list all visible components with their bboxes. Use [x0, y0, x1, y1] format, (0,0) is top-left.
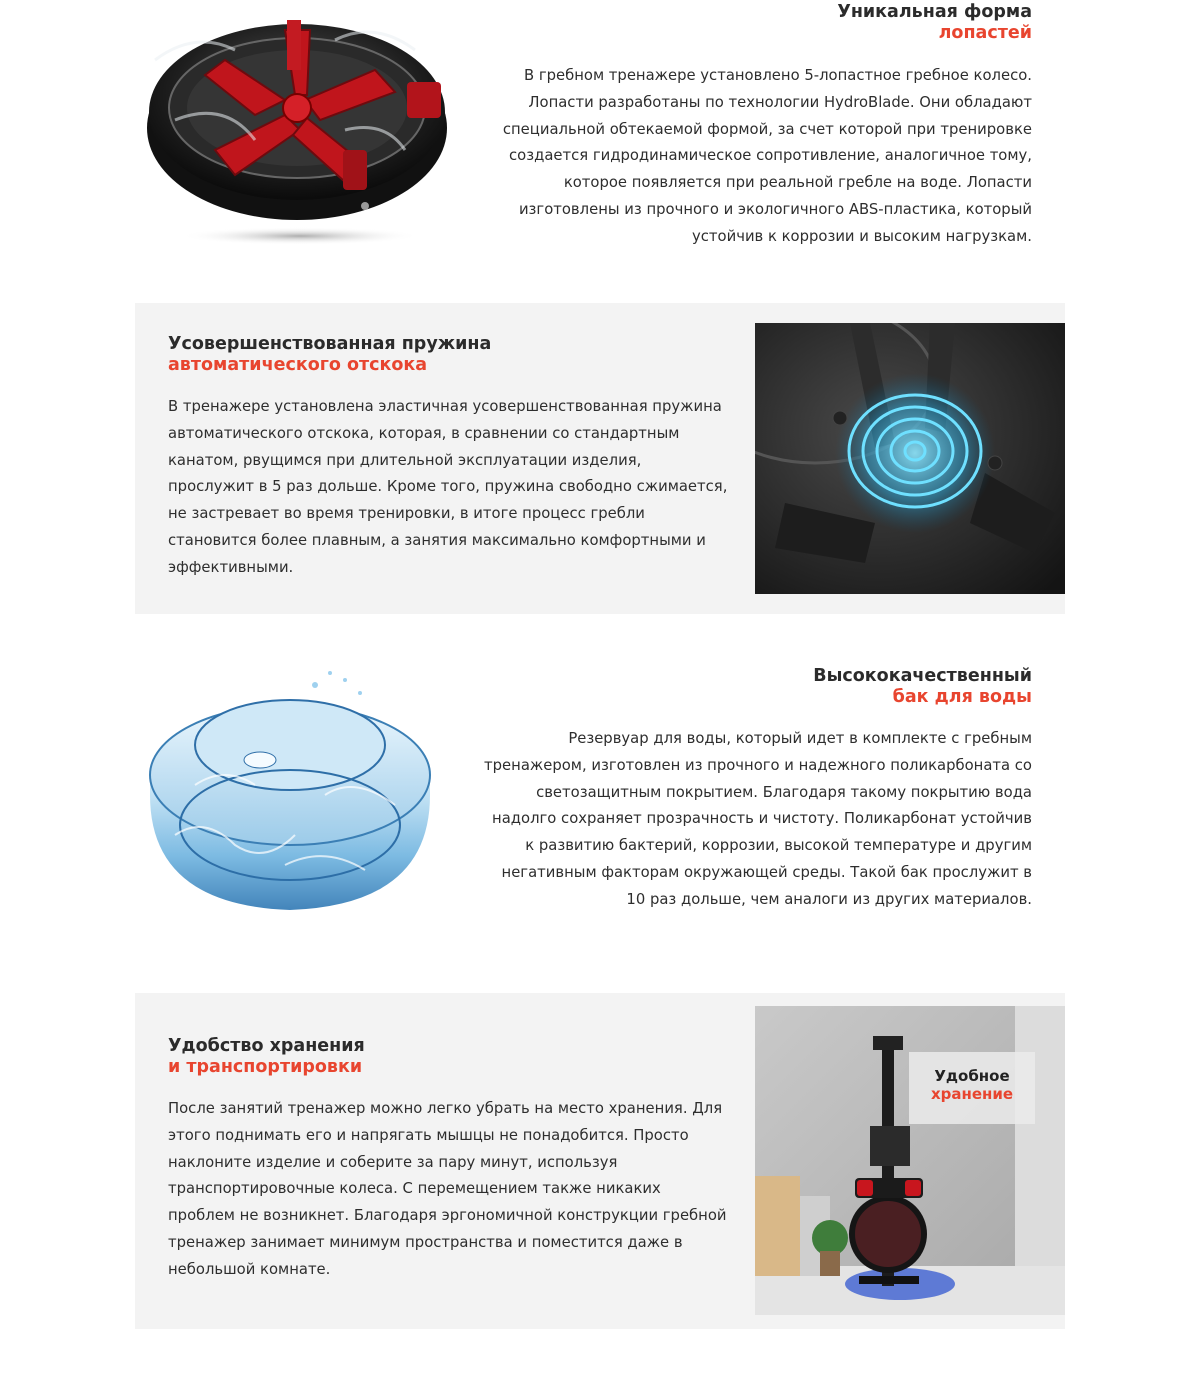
storage-badge-accent: хранение: [930, 1085, 1014, 1103]
section-title: [480, 666, 1032, 708]
section-title-accent: и транспортировки: [168, 1057, 363, 1077]
section-title-accent: бак для воды: [892, 687, 1032, 707]
section-title-main: Уникальная форма: [837, 2, 1032, 22]
section-body-text: В гребном тренажере установлено 5-лопастное гребное колесо. Лопасти разработаны по технологии HydroBlade. Они обладают специальной обтекаемой формой, за счет которой при тренировке создается гидродинамическое сопротивление, аналогичное тому, которое появляется при реальной гребле на воде. Лопасти изготовлены из прочного и экологичного ABS-пластика, который устойчив к коррозии и высоким нагрузкам.: [502, 67, 1032, 245]
section-body-text: Резервуар для воды, который идет в комплекте с гребным тренажером, изготовлен из прочного и надежного поликарбоната со светозащитным покрытием. Благодаря такому покрытию вода надолго сохраняет прозрачность и чистоту. Поликарбонат устойчив к развитию бактерий, коррозии, высокой температуре и другим негативным факторам окружающей среды. Такой бак прослужит в 10 раз дольше, чем аналоги из других материалов.: [484, 730, 1032, 908]
section-title: [168, 334, 728, 376]
section-body-text: В тренажере установлена эластичная усовершенствованная пружина автоматического отскока, которая, в сравнении со стандартным канатом, рвущимся при длительной эксплуатации изделия, прослужит в 5 раз дольше. Кроме того, пружина свободно сжимается, не застревает во время тренировки, в итоге процесс гребли становится более плавным, а занятия максимально комфортными и эффективными.: [168, 398, 728, 576]
storage-image: [755, 1006, 1065, 1315]
storage-badge: [909, 1052, 1035, 1124]
storage-badge-text: Удобное: [934, 1067, 1010, 1085]
section-title-accent: лопастей: [938, 23, 1032, 43]
section-title-main: Удобство хранения: [168, 1036, 365, 1056]
section-title: [480, 2, 1032, 44]
paddle-wheel-image: [135, 0, 455, 255]
spring-image: [755, 323, 1065, 594]
section-body-text: После занятий тренажер можно легко убрать на место хранения. Для этого поднимать его и напрягать мышцы не понадобится. Просто наклоните изделие и соберите за пару минут, используя транспортировочные колеса. С перемещением также никаких проблем не возникнет. Благодаря эргономичной конструкции гребной тренажер занимает минимум пространства и поместится даже в небольшой комнате.: [168, 1100, 727, 1278]
section-title-main: Высококачественный: [813, 666, 1032, 686]
section-title-accent: автоматического отскока: [168, 355, 428, 375]
section-title-main: Усовершенствованная пружина: [168, 334, 492, 354]
section-title: [168, 1036, 728, 1078]
water-tank-image: [135, 665, 445, 925]
